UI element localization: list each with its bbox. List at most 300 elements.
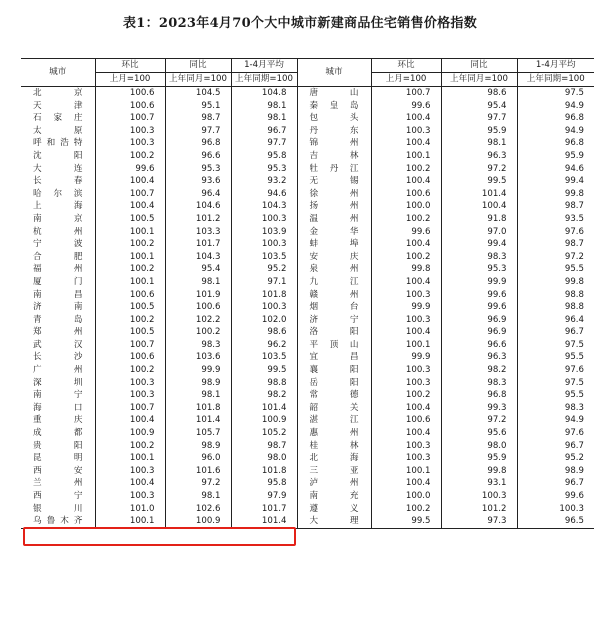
yoy-cell: 102.6	[165, 503, 231, 516]
city-cell-right: 岳阳	[297, 377, 371, 390]
yoy-cell-right: 96.6	[441, 339, 517, 352]
city-cell: 长春	[33, 176, 83, 187]
avg-cell: 98.6	[231, 326, 297, 339]
avg-cell: 98.1	[231, 112, 297, 125]
mom-header: 环比	[95, 59, 165, 73]
yoy-cell-right: 95.9	[441, 452, 517, 465]
avg-cell: 103.5	[231, 251, 297, 264]
avg-cell: 96.7	[231, 125, 297, 138]
table-row	[21, 452, 594, 465]
avg-cell-right: 94.6	[517, 163, 594, 176]
yoy-cell: 96.4	[165, 188, 231, 201]
yoy-cell: 104.5	[165, 87, 231, 100]
avg-cell: 104.8	[231, 87, 297, 100]
avg-cell: 98.0	[231, 452, 297, 465]
avg-cell: 97.9	[231, 490, 297, 503]
yoy-cell-right: 95.4	[441, 100, 517, 113]
mom-cell: 100.4	[95, 175, 165, 188]
yoy-cell: 95.4	[165, 263, 231, 276]
yoy-cell: 96.0	[165, 452, 231, 465]
mom-cell: 100.1	[95, 276, 165, 289]
yoy-cell-right: 96.3	[441, 150, 517, 163]
city-cell: 济南	[33, 302, 83, 313]
mom-cell-right: 99.6	[371, 226, 441, 239]
city-cell-right: 遵义	[297, 503, 371, 516]
city-cell: 福州	[33, 264, 83, 275]
avg-cell: 98.1	[231, 100, 297, 113]
city-cell-right: 唐山	[297, 87, 371, 100]
table-row	[21, 251, 594, 264]
mom-cell-right: 100.2	[371, 163, 441, 176]
avg-cell-right: 96.8	[517, 137, 594, 150]
avg-cell-right: 95.5	[517, 263, 594, 276]
city-cell: 银川	[33, 503, 83, 514]
yoy-cell: 103.3	[165, 226, 231, 239]
yoy-cell-right: 99.3	[441, 402, 517, 415]
city-cell-right: 扬州	[297, 200, 371, 213]
mom-cell-right: 100.1	[371, 150, 441, 163]
yoy-cell-right: 96.8	[441, 389, 517, 402]
mom-cell: 100.7	[95, 402, 165, 415]
avg-cell: 100.9	[231, 414, 297, 427]
avg-cell: 103.9	[231, 226, 297, 239]
table-row	[21, 440, 594, 453]
yoy-cell-right: 96.9	[441, 326, 517, 339]
yoy-cell: 103.6	[165, 351, 231, 364]
avg-cell: 101.4	[231, 515, 297, 528]
avg-cell-right: 96.7	[517, 477, 594, 490]
city-cell: 深圳	[33, 377, 83, 388]
yoy-cell-right: 97.2	[441, 163, 517, 176]
yoy-cell: 105.7	[165, 427, 231, 440]
mom-cell: 100.9	[95, 427, 165, 440]
table-row	[21, 314, 594, 327]
city-cell: 杭州	[33, 226, 83, 237]
table-row	[21, 465, 594, 478]
highlight-box	[23, 527, 296, 546]
city-cell: 成都	[33, 428, 83, 439]
avg-cell: 97.1	[231, 276, 297, 289]
mom-cell: 100.7	[95, 339, 165, 352]
city-cell-right: 安庆	[297, 251, 371, 264]
table-row	[21, 414, 594, 427]
avg-cell: 94.6	[231, 188, 297, 201]
avg-cell: 95.8	[231, 477, 297, 490]
yoy-cell: 95.1	[165, 100, 231, 113]
table-row	[21, 188, 594, 201]
avg-cell: 101.7	[231, 503, 297, 516]
mom-cell: 101.0	[95, 503, 165, 516]
avg-cell-right: 99.8	[517, 188, 594, 201]
mom-cell: 100.3	[95, 125, 165, 138]
mom-cell-right: 99.5	[371, 515, 441, 528]
city-cell: 南宁	[33, 390, 83, 401]
city-cell-right: 韶关	[297, 402, 371, 415]
avg-cell: 96.2	[231, 339, 297, 352]
avg-cell: 95.2	[231, 263, 297, 276]
table-row	[21, 301, 594, 314]
city-cell-right: 九江	[297, 276, 371, 289]
mom-cell: 100.6	[95, 100, 165, 113]
avg-cell-right: 98.8	[517, 289, 594, 302]
yoy-cell-right: 101.4	[441, 188, 517, 201]
mom-cell: 100.7	[95, 112, 165, 125]
mom-cell: 100.3	[95, 377, 165, 390]
yoy-header-right: 同比	[441, 59, 517, 73]
avg-cell: 98.2	[231, 389, 297, 402]
city-cell: 武汉	[33, 339, 83, 350]
mom-cell-right: 100.6	[371, 414, 441, 427]
city-cell: 青岛	[33, 314, 83, 325]
city-cell: 西宁	[33, 491, 83, 501]
city-cell-right: 徐州	[297, 188, 371, 201]
city-cell-right: 惠州	[297, 427, 371, 440]
avg-cell: 100.3	[231, 238, 297, 251]
mom-cell: 100.1	[95, 251, 165, 264]
avg-cell-right: 93.5	[517, 213, 594, 226]
yoy-cell: 101.2	[165, 213, 231, 226]
mom-cell: 100.1	[95, 515, 165, 528]
city-cell-right: 泉州	[297, 263, 371, 276]
yoy-cell-right: 91.8	[441, 213, 517, 226]
mom-cell-right: 100.1	[371, 465, 441, 478]
mom-cell: 100.1	[95, 226, 165, 239]
city-cell-right: 秦皇岛	[297, 100, 371, 113]
city-cell: 上海	[33, 201, 83, 212]
avg-cell-right: 98.3	[517, 402, 594, 415]
city-cell: 贵阳	[33, 440, 83, 451]
mom-cell-right: 100.1	[371, 339, 441, 352]
avg-cell-right: 99.8	[517, 276, 594, 289]
mom-cell: 100.3	[95, 465, 165, 478]
avg-cell: 105.2	[231, 427, 297, 440]
city-cell-right: 湛江	[297, 414, 371, 427]
yoy-cell: 98.1	[165, 490, 231, 503]
yoy-cell: 97.7	[165, 125, 231, 138]
table-row	[21, 100, 594, 113]
city-header: 城市	[21, 59, 95, 87]
mom-cell: 99.6	[95, 163, 165, 176]
city-cell: 哈尔滨	[33, 188, 83, 199]
avg-cell-right: 98.8	[517, 301, 594, 314]
mom-cell-right: 100.3	[371, 289, 441, 302]
avg-cell-right: 99.4	[517, 175, 594, 188]
city-cell-right: 襄阳	[297, 364, 371, 377]
table-row	[21, 87, 594, 100]
avg-cell-right: 94.9	[517, 414, 594, 427]
yoy-cell: 98.9	[165, 440, 231, 453]
mom-cell-right: 99.8	[371, 263, 441, 276]
avg-cell-right: 100.3	[517, 503, 594, 516]
mom-cell-right: 99.6	[371, 100, 441, 113]
avg-cell: 98.7	[231, 440, 297, 453]
avg-cell: 103.5	[231, 351, 297, 364]
mom-cell-right: 100.3	[371, 440, 441, 453]
mom-cell-right: 100.4	[371, 326, 441, 339]
city-header-right: 城市	[297, 59, 371, 87]
yoy-cell: 95.3	[165, 163, 231, 176]
yoy-header: 同比	[165, 59, 231, 73]
mom-cell: 100.2	[95, 263, 165, 276]
city-cell: 太原	[33, 125, 83, 136]
city-cell-right: 丹东	[297, 125, 371, 138]
yoy-cell: 97.2	[165, 477, 231, 490]
city-cell-right: 平顶山	[297, 339, 371, 352]
yoy-cell-right: 98.0	[441, 440, 517, 453]
table-title: 表1：2023年4月70个大中城市新建商品住宅销售价格指数	[122, 16, 478, 31]
mom-cell-right: 100.4	[371, 112, 441, 125]
city-cell-right: 泸州	[297, 477, 371, 490]
avg-cell: 100.3	[231, 301, 297, 314]
yoy-cell-right: 99.5	[441, 175, 517, 188]
yoy-cell-right: 95.6	[441, 427, 517, 440]
avg-cell: 95.3	[231, 163, 297, 176]
table-row	[21, 112, 594, 125]
avg-cell-right: 96.5	[517, 515, 594, 528]
avg-cell: 101.8	[231, 465, 297, 478]
city-cell: 天津	[33, 100, 83, 111]
avg-base-header: 上年同期=100	[231, 73, 297, 87]
yoy-cell-right: 97.7	[441, 112, 517, 125]
mom-cell: 100.6	[95, 87, 165, 100]
mom-cell-right: 100.3	[371, 314, 441, 327]
mom-cell-right: 100.3	[371, 452, 441, 465]
avg-header: 1-4月平均	[231, 59, 297, 73]
yoy-cell-right: 97.0	[441, 226, 517, 239]
mom-cell: 100.3	[95, 389, 165, 402]
mom-cell: 100.2	[95, 150, 165, 163]
mom-cell: 100.5	[95, 301, 165, 314]
avg-cell: 101.8	[231, 289, 297, 302]
city-cell-right: 金华	[297, 226, 371, 239]
mom-cell-right: 100.3	[371, 364, 441, 377]
yoy-cell: 98.1	[165, 276, 231, 289]
yoy-cell-right: 96.9	[441, 314, 517, 327]
avg-header-right: 1-4月平均	[517, 59, 594, 73]
city-cell: 海口	[33, 402, 83, 413]
city-cell: 乌鲁木齐	[21, 515, 95, 528]
mom-cell: 100.4	[95, 477, 165, 490]
avg-cell: 97.7	[231, 137, 297, 150]
mom-cell-right: 100.0	[371, 490, 441, 503]
mom-cell: 100.6	[95, 351, 165, 364]
mom-cell-right: 100.4	[371, 427, 441, 440]
avg-cell: 99.5	[231, 364, 297, 377]
avg-cell-right: 97.2	[517, 251, 594, 264]
city-cell: 广州	[33, 365, 83, 376]
city-cell: 昆明	[33, 453, 83, 464]
mom-cell: 100.3	[95, 490, 165, 503]
mom-cell-right: 100.3	[371, 125, 441, 138]
yoy-cell-right: 95.3	[441, 263, 517, 276]
avg-cell-right: 96.7	[517, 440, 594, 453]
city-cell-right: 三亚	[297, 465, 371, 478]
table-row	[21, 175, 594, 188]
table-row	[21, 427, 594, 440]
city-cell-right: 吉林	[297, 150, 371, 163]
avg-cell-right: 98.7	[517, 238, 594, 251]
avg-cell-right: 96.8	[517, 112, 594, 125]
mom-base-header: 上月=100	[95, 73, 165, 87]
avg-cell: 98.8	[231, 377, 297, 390]
mom-cell: 100.4	[95, 414, 165, 427]
avg-cell: 100.3	[231, 213, 297, 226]
yoy-cell: 101.7	[165, 238, 231, 251]
avg-cell-right: 96.4	[517, 314, 594, 327]
mom-cell-right: 100.2	[371, 503, 441, 516]
city-cell: 宁波	[33, 239, 83, 250]
avg-cell-right: 95.5	[517, 389, 594, 402]
city-cell: 南京	[33, 213, 83, 224]
city-cell: 合肥	[33, 251, 83, 262]
avg-cell: 93.2	[231, 175, 297, 188]
table-row	[21, 289, 594, 302]
yoy-cell: 100.6	[165, 301, 231, 314]
city-cell-right: 无锡	[297, 175, 371, 188]
city-cell-right: 牡丹江	[297, 163, 371, 176]
city-cell-right: 济宁	[297, 314, 371, 327]
yoy-cell-right: 99.6	[441, 289, 517, 302]
avg-cell-right: 95.5	[517, 351, 594, 364]
yoy-cell: 101.9	[165, 289, 231, 302]
mom-cell-right: 100.3	[371, 377, 441, 390]
table-row	[21, 238, 594, 251]
avg-cell-right: 97.5	[517, 87, 594, 100]
yoy-cell-right: 93.1	[441, 477, 517, 490]
city-cell-right: 烟台	[297, 301, 371, 314]
yoy-cell-right: 99.6	[441, 301, 517, 314]
mom-cell: 100.7	[95, 188, 165, 201]
city-cell: 大连	[33, 163, 83, 174]
avg-cell-right: 96.7	[517, 326, 594, 339]
city-cell-right: 包头	[297, 112, 371, 125]
city-cell-right: 大理	[297, 515, 371, 528]
city-cell-right: 南充	[297, 490, 371, 503]
city-cell-right: 宜昌	[297, 351, 371, 364]
yoy-cell-right: 99.9	[441, 276, 517, 289]
city-cell-right: 桂林	[297, 440, 371, 453]
city-cell-right: 北海	[297, 452, 371, 465]
city-cell-right: 常德	[297, 389, 371, 402]
avg-cell-right: 95.9	[517, 150, 594, 163]
city-cell: 北京	[33, 88, 83, 98]
mom-cell: 100.5	[95, 213, 165, 226]
mom-cell-right: 99.9	[371, 301, 441, 314]
yoy-cell-right: 100.3	[441, 490, 517, 503]
city-cell-right: 温州	[297, 213, 371, 226]
avg-cell-right: 99.6	[517, 490, 594, 503]
mom-cell: 100.3	[95, 137, 165, 150]
avg-cell-right: 94.9	[517, 125, 594, 138]
city-cell-right: 赣州	[297, 289, 371, 302]
mom-cell-right: 100.7	[371, 87, 441, 100]
mom-cell-right: 100.2	[371, 389, 441, 402]
table-row	[21, 125, 594, 138]
yoy-cell: 93.6	[165, 175, 231, 188]
table-row	[21, 377, 594, 390]
table-row	[21, 326, 594, 339]
avg-cell-right: 97.6	[517, 427, 594, 440]
yoy-cell-right: 99.4	[441, 238, 517, 251]
mom-cell-right: 100.6	[371, 188, 441, 201]
table-row	[21, 150, 594, 163]
yoy-cell-right: 99.8	[441, 465, 517, 478]
mom-cell-right: 100.2	[371, 251, 441, 264]
avg-cell: 102.0	[231, 314, 297, 327]
mom-cell-right: 100.4	[371, 137, 441, 150]
yoy-cell-right: 96.3	[441, 351, 517, 364]
mom-base-header-right: 上月=100	[371, 73, 441, 87]
mom-cell-right: 100.4	[371, 402, 441, 415]
avg-cell-right: 94.9	[517, 100, 594, 113]
table-row	[21, 402, 594, 415]
yoy-cell-right: 95.9	[441, 125, 517, 138]
city-cell: 兰州	[33, 478, 83, 489]
price-index-table	[21, 58, 594, 529]
city-cell-right: 洛阳	[297, 326, 371, 339]
table-row	[21, 490, 594, 503]
table-row	[21, 137, 594, 150]
header-row-1	[21, 59, 594, 73]
table-row	[21, 263, 594, 276]
yoy-cell-right: 98.1	[441, 137, 517, 150]
mom-cell-right: 99.9	[371, 351, 441, 364]
avg-cell-right: 95.2	[517, 452, 594, 465]
table-row	[21, 226, 594, 239]
table-row	[21, 364, 594, 377]
yoy-cell-right: 98.3	[441, 377, 517, 390]
yoy-cell-right: 101.2	[441, 503, 517, 516]
yoy-cell: 98.9	[165, 377, 231, 390]
yoy-cell: 104.3	[165, 251, 231, 264]
mom-cell: 100.2	[95, 314, 165, 327]
avg-cell-right: 98.7	[517, 200, 594, 213]
yoy-base-header: 上年同月=100	[165, 73, 231, 87]
table-row	[21, 503, 594, 516]
yoy-cell: 96.8	[165, 137, 231, 150]
yoy-cell: 96.6	[165, 150, 231, 163]
yoy-cell-right: 98.6	[441, 87, 517, 100]
city-cell-right: 锦州	[297, 137, 371, 150]
mom-cell: 100.2	[95, 364, 165, 377]
mom-cell: 100.2	[95, 238, 165, 251]
yoy-cell: 98.3	[165, 339, 231, 352]
city-cell: 厦门	[33, 276, 83, 287]
yoy-cell: 99.9	[165, 364, 231, 377]
table-row	[21, 389, 594, 402]
mom-cell-right: 100.4	[371, 238, 441, 251]
yoy-cell-right: 98.3	[441, 251, 517, 264]
avg-cell-right: 97.6	[517, 364, 594, 377]
avg-cell: 104.3	[231, 200, 297, 213]
city-cell: 呼和浩特	[33, 138, 83, 149]
avg-cell-right: 98.9	[517, 465, 594, 478]
avg-cell: 95.8	[231, 150, 297, 163]
table-row	[21, 351, 594, 364]
yoy-cell: 98.1	[165, 389, 231, 402]
city-cell: 重庆	[33, 415, 83, 426]
table-row	[21, 163, 594, 176]
yoy-cell: 100.9	[165, 515, 231, 528]
city-cell: 长沙	[33, 352, 83, 363]
avg-cell: 101.4	[231, 402, 297, 415]
avg-cell-right: 97.5	[517, 339, 594, 352]
avg-cell-right: 97.6	[517, 226, 594, 239]
yoy-cell-right: 97.2	[441, 414, 517, 427]
city-cell: 郑州	[33, 327, 83, 338]
yoy-cell-right: 98.2	[441, 364, 517, 377]
yoy-base-header-right: 上年同月=100	[441, 73, 517, 87]
